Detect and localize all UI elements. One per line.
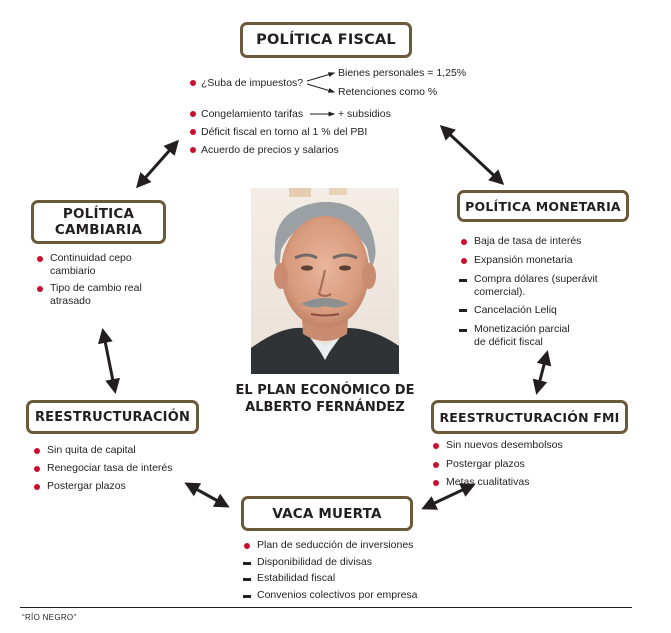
vaca-item-seduccion: Plan de seducción de inversiones <box>257 539 414 551</box>
arrow-fiscal-monetaria <box>442 127 502 183</box>
reestructuracion-title-box <box>26 400 199 434</box>
fmi-item-metas: Metas cualitativas <box>446 476 530 488</box>
cambiaria-item-tipo-2: atrasado <box>50 295 91 307</box>
reestructuracion-item-quita: Sin quita de capital <box>47 444 136 456</box>
cambiaria-title-1: POLÍTICA <box>62 206 135 222</box>
dash-icon <box>243 562 251 565</box>
dash-icon <box>459 309 467 312</box>
fiscal-item-acuerdo: Acuerdo de precios y salarios <box>201 144 339 156</box>
fmi-item-desembolsos: Sin nuevos desembolsos <box>446 439 563 451</box>
monetaria-item-expansion: Expansión monetaria <box>474 254 573 266</box>
fiscal-title: POLÍTICA FISCAL <box>256 32 396 48</box>
bullet-icon <box>190 111 196 117</box>
arrow-impuestos-bienes <box>307 73 334 81</box>
fiscal-item-deficit: Déficit fiscal en torno al 1 % del PBI <box>201 126 368 138</box>
bullet-icon <box>433 443 439 449</box>
reestructuracion-title: REESTRUCTURACIÓN <box>34 409 191 425</box>
cambiaria-title-2: CAMBIARIA <box>54 222 143 238</box>
bullet-icon <box>37 256 43 262</box>
monetaria-item-leliq: Cancelación Leliq <box>474 304 557 316</box>
bullet-icon <box>244 543 250 549</box>
vaca-item-divisas: Disponibilidad de divisas <box>257 556 372 568</box>
vaca-item-convenios: Convenios colectivos por empresa <box>257 589 418 601</box>
cambiaria-title-box <box>31 200 166 244</box>
reestructuracion-item-tasa: Renegociar tasa de interés <box>47 462 173 474</box>
vaca-title: VACA MUERTA <box>272 505 382 522</box>
monetaria-item-dolares-1: Compra dólares (superávit <box>474 273 598 285</box>
bullet-icon <box>190 147 196 153</box>
center-title-line-2: ALBERTO FERNÁNDEZ <box>245 400 405 415</box>
bullet-icon <box>190 80 196 86</box>
fiscal-item-retenciones: Retenciones como % <box>338 86 438 98</box>
bullet-icon <box>34 484 40 490</box>
vaca-title-box <box>241 496 413 531</box>
bullet-icon <box>190 129 196 135</box>
cambiaria-item-tipo-1: Tipo de cambio real <box>50 282 142 294</box>
bullet-icon <box>461 258 467 264</box>
fiscal-title-box <box>240 22 412 58</box>
bullet-icon <box>34 466 40 472</box>
dash-icon <box>243 595 251 598</box>
center-title <box>210 382 440 416</box>
bullet-icon <box>37 286 43 292</box>
dash-icon <box>243 578 251 581</box>
fiscal-item-impuestos: ¿Suba de impuestos? <box>201 77 304 89</box>
fmi-title-box <box>431 400 628 434</box>
arrow-reestructuracion-vaca <box>187 484 227 506</box>
bullet-icon <box>433 462 439 468</box>
monetaria-title: POLÍTICA MONETARIA <box>465 198 621 214</box>
dash-icon <box>459 329 467 332</box>
arrow-cambiaria-reestructuracion <box>103 331 115 391</box>
monetaria-item-tasa: Baja de tasa de interés <box>474 235 582 247</box>
dash-icon <box>459 279 467 282</box>
monetaria-item-monetizacion-2: de déficit fiscal <box>474 336 543 348</box>
cambiaria-item-cepo-1: Continuidad cepo <box>50 252 132 264</box>
arrow-impuestos-retenciones <box>307 84 334 92</box>
bullet-icon <box>461 239 467 245</box>
fiscal-item-bienes: Bienes personales = 1,25% <box>338 67 467 79</box>
arrow-monetaria-fmi <box>537 353 547 392</box>
fiscal-item-tarifas: Congelamiento tarifas <box>201 108 304 120</box>
cambiaria-item-cepo-2: cambiario <box>50 265 96 277</box>
monetaria-title-box <box>457 190 629 222</box>
portrait-photo <box>251 188 399 374</box>
arrow-cambiaria-fiscal <box>138 142 177 186</box>
fmi-item-plazos: Postergar plazos <box>446 458 525 470</box>
bullet-icon <box>433 480 439 486</box>
center-title-line-1: EL PLAN ECONÓMICO DE <box>235 383 415 398</box>
vaca-item-estabilidad: Estabilidad fiscal <box>257 572 336 584</box>
bullet-icon <box>34 448 40 454</box>
source-credit: “RÍO NEGRO” <box>22 613 77 622</box>
footer-divider <box>20 607 632 608</box>
reestructuracion-item-plazos: Postergar plazos <box>47 480 126 492</box>
monetaria-item-monetizacion-1: Monetización parcial <box>474 323 570 335</box>
fmi-title: REESTRUCTURACIÓN FMI <box>439 409 620 425</box>
fiscal-item-subsidios: + subsidios <box>338 108 391 120</box>
monetaria-item-dolares-2: comercial). <box>474 286 526 298</box>
